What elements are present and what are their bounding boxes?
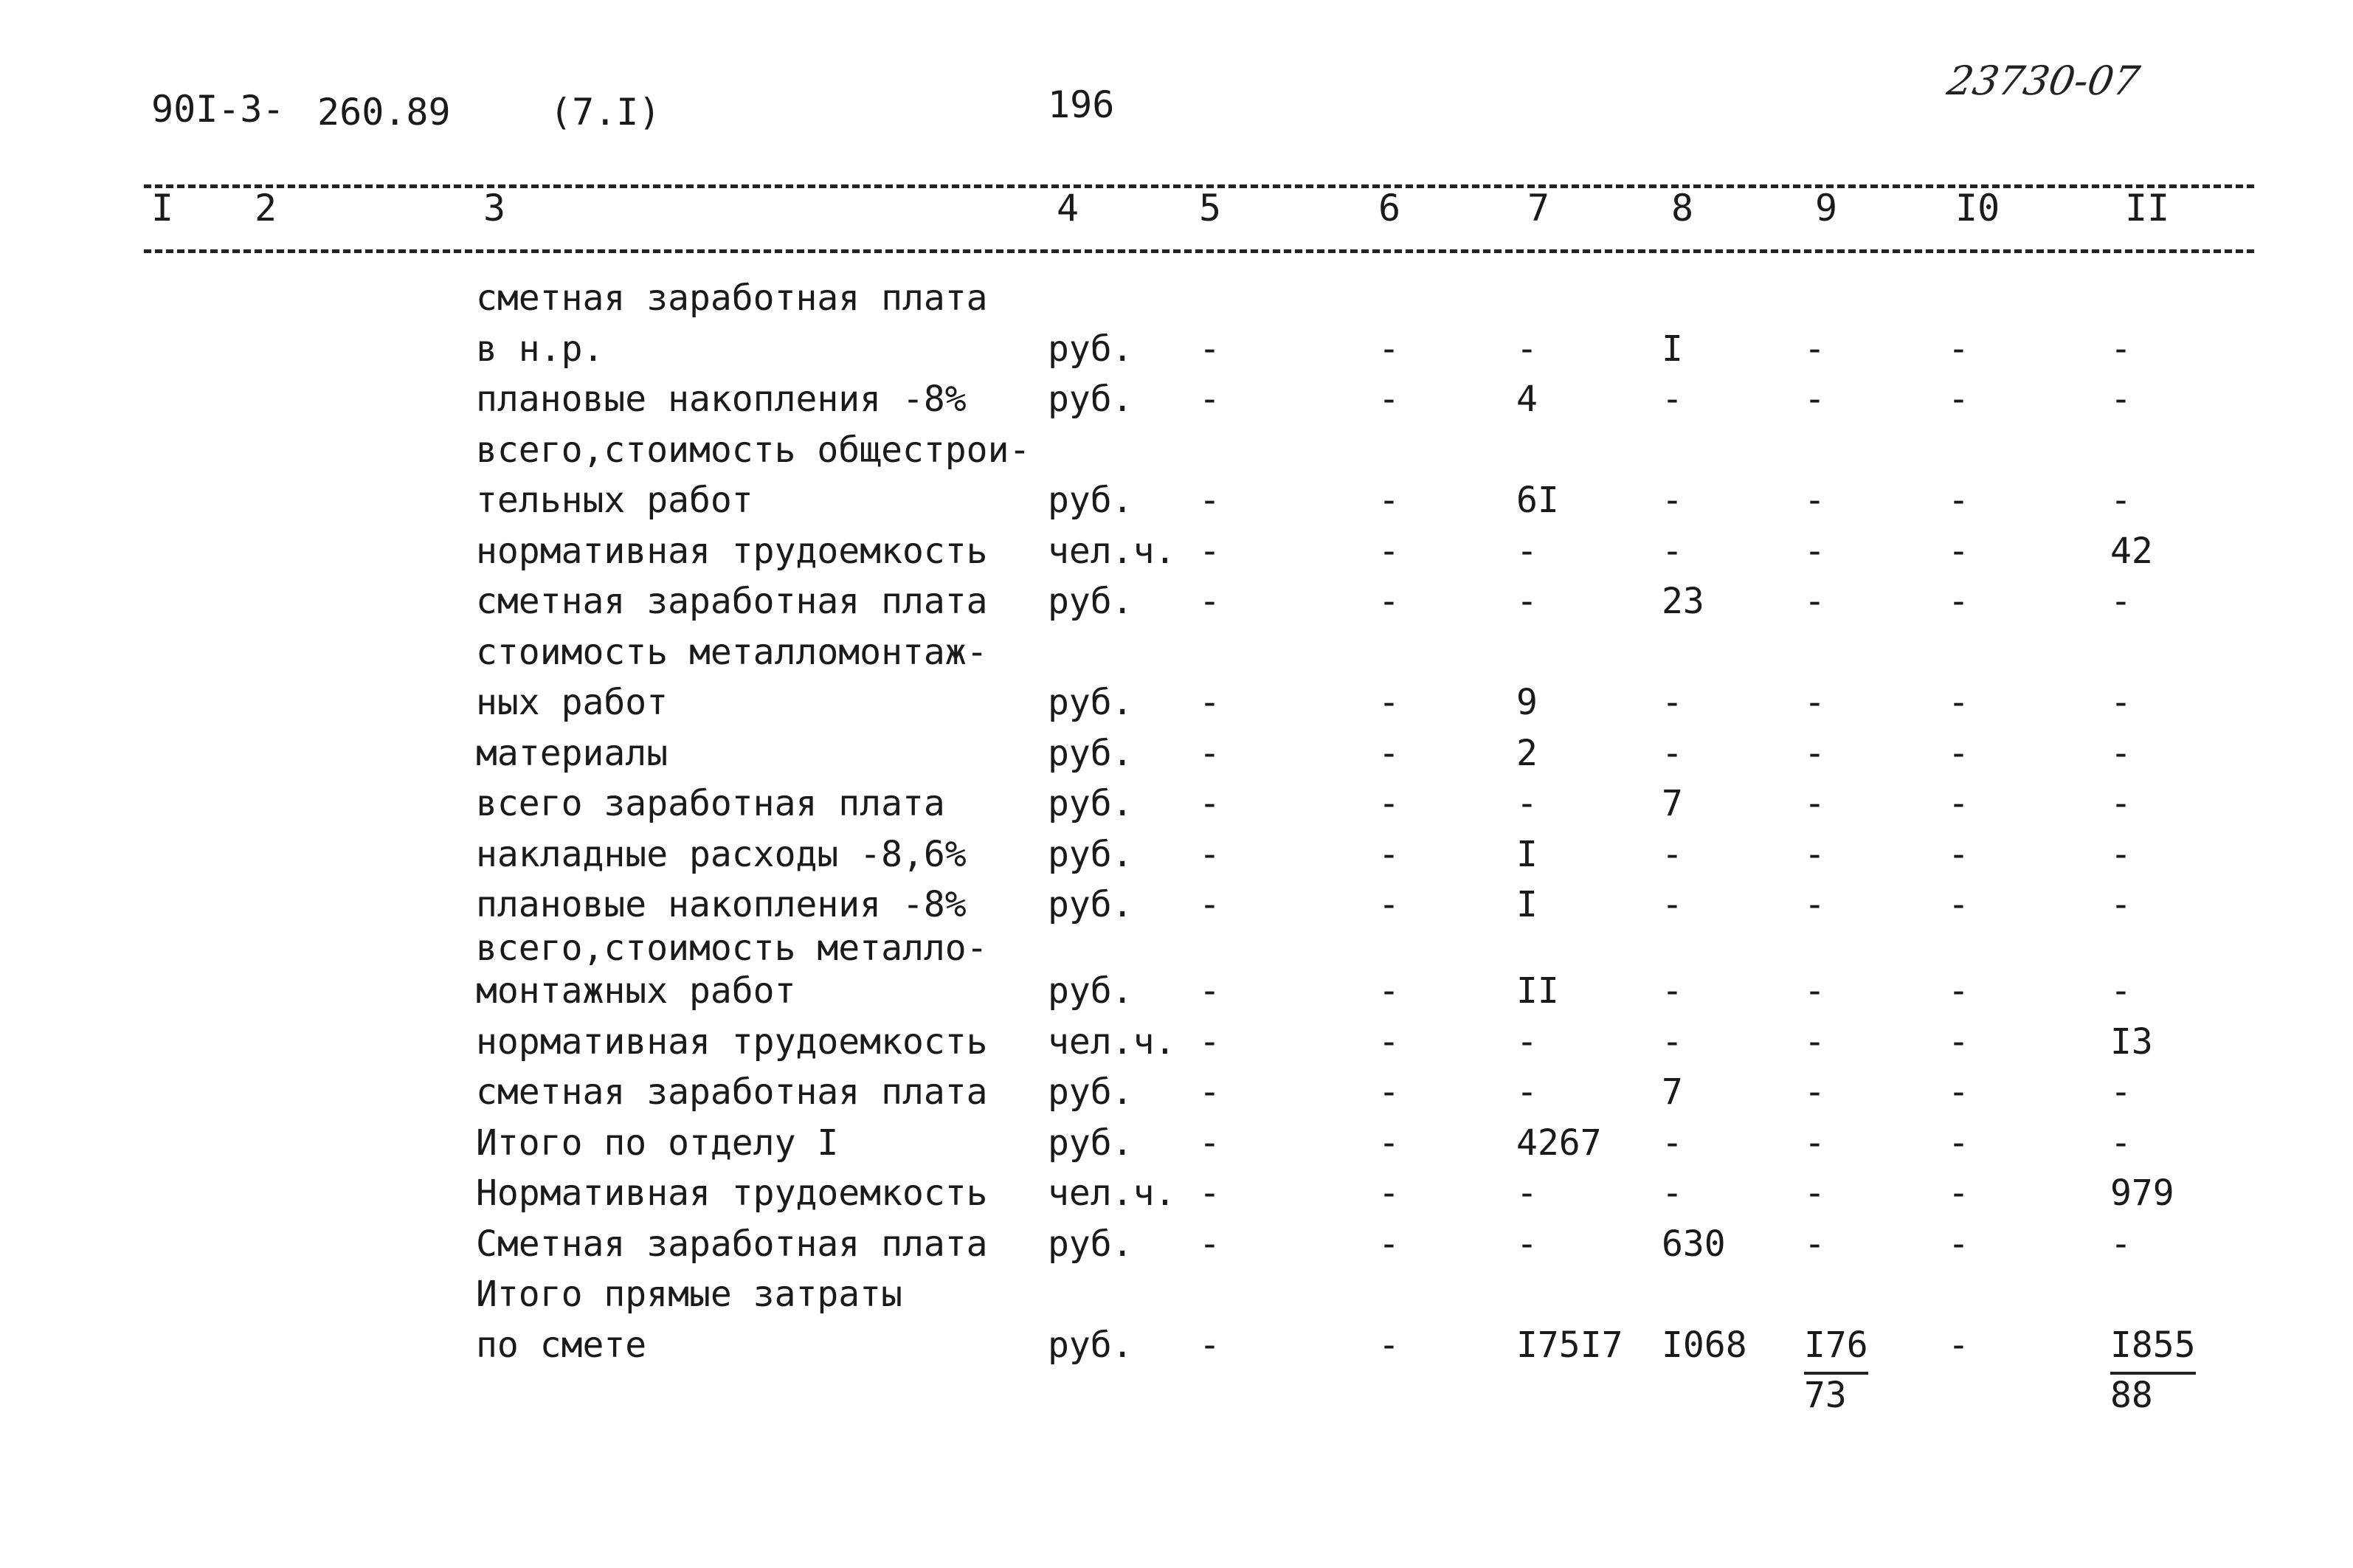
column-header-2: 2 — [255, 187, 277, 229]
cell-c8: 23 — [1662, 581, 1704, 622]
cell-c11: - — [2110, 732, 2132, 774]
cell-c11: - — [2110, 1122, 2132, 1164]
cell-c9: - — [1804, 530, 1825, 572]
cell-c11: I3 — [2110, 1020, 2153, 1063]
cell-c9: - — [1804, 833, 1825, 875]
cell-c10: - — [1948, 379, 1969, 420]
table-row — [0, 1168, 2353, 1218]
cell-unit: руб. — [1048, 1122, 1133, 1164]
cell-desc: всего заработная плата — [476, 783, 945, 824]
cell-c8: - — [1662, 970, 1683, 1012]
cell-c7: 4267 — [1516, 1122, 1602, 1164]
cell-desc: всего,стоимость металло- — [476, 927, 988, 969]
cell-c9: - — [1804, 732, 1825, 774]
column-header-1: I — [151, 187, 174, 229]
cell-c6: - — [1378, 833, 1400, 875]
cell-c8: - — [1662, 530, 1683, 572]
cell-c7: I — [1516, 833, 1538, 875]
cell-desc: по смете — [476, 1324, 647, 1366]
table-row — [0, 475, 2353, 525]
cell-c7: I75I7 — [1516, 1324, 1623, 1366]
cell-c8: I068 — [1662, 1324, 1747, 1366]
cell-c11: - — [2110, 328, 2132, 370]
cell-c10: - — [1948, 833, 1969, 875]
cell-c11: - — [2110, 1223, 2132, 1265]
cell-c7: - — [1516, 530, 1538, 572]
cell-c9: - — [1804, 1223, 1825, 1265]
cell-c6: - — [1378, 1020, 1400, 1063]
cell-unit: руб. — [1048, 1324, 1133, 1366]
cell-c6: - — [1378, 328, 1400, 370]
cell-c7: I — [1516, 884, 1538, 925]
cell-c9: - — [1804, 884, 1825, 925]
cell-c7: - — [1516, 1172, 1538, 1214]
cell-unit: руб. — [1048, 581, 1133, 622]
table-row — [0, 778, 2353, 829]
table-row — [0, 829, 2353, 880]
cell-c7: II — [1516, 970, 1559, 1012]
cell-c11: - — [2110, 884, 2132, 925]
cell-desc: Сметная заработная плата — [476, 1223, 988, 1265]
cell-c11: - — [2110, 1071, 2132, 1113]
cell-c9: I76 — [1804, 1320, 1868, 1375]
cell-unit: руб. — [1048, 1223, 1133, 1265]
cell-c8: 630 — [1662, 1223, 1726, 1265]
column-header-4: 4 — [1057, 187, 1079, 229]
cell-c6: - — [1378, 1223, 1400, 1265]
cell-c8: 7 — [1662, 1071, 1683, 1113]
cell-c11: 42 — [2110, 530, 2153, 572]
cell-c5: - — [1199, 1020, 1220, 1063]
handwritten-stamp: 23730-07 — [1943, 58, 2143, 104]
cell-c8: - — [1662, 480, 1683, 521]
cell-c10: - — [1948, 682, 1969, 723]
cell-desc: сметная заработная плата — [476, 277, 988, 319]
cell-c11: - — [2110, 682, 2132, 723]
cell-desc: стоимость металломонтаж- — [476, 631, 988, 673]
cell-unit: руб. — [1048, 970, 1133, 1012]
cell-c6: - — [1378, 379, 1400, 420]
table-row — [0, 627, 2353, 677]
cell-desc: сметная заработная плата — [476, 581, 988, 622]
cell-unit: руб. — [1048, 884, 1133, 925]
cell-c9: - — [1804, 1071, 1825, 1113]
column-header-5: 5 — [1199, 187, 1222, 229]
column-header-3: 3 — [483, 187, 506, 229]
cell-c10: - — [1948, 884, 1969, 925]
cell-c5: - — [1199, 1122, 1220, 1164]
cell-c8: 7 — [1662, 783, 1683, 824]
table-row — [0, 526, 2353, 576]
cell-c10: - — [1948, 732, 1969, 774]
cell-c8: - — [1662, 1172, 1683, 1214]
cell-c11: - — [2110, 581, 2132, 622]
cell-c8: - — [1662, 1122, 1683, 1164]
cell-c6: - — [1378, 682, 1400, 723]
cell-c8: - — [1662, 1020, 1683, 1063]
cell-c9: - — [1804, 1122, 1825, 1164]
cell-c11: - — [2110, 480, 2132, 521]
cell-unit: руб. — [1048, 480, 1133, 521]
table-row — [0, 1067, 2353, 1117]
cell-c11: - — [2110, 379, 2132, 420]
cell-desc: Нормативная трудоемкость — [476, 1172, 988, 1214]
cell-c7: - — [1516, 1223, 1538, 1265]
table-row — [0, 1269, 2353, 1319]
column-header-11: II — [2125, 187, 2170, 229]
table-row — [0, 1320, 2353, 1370]
cell-c5: - — [1199, 1223, 1220, 1265]
cell-c5: - — [1199, 530, 1220, 572]
cell-unit: чел.ч. — [1048, 530, 1176, 572]
cell-c7: - — [1516, 581, 1538, 622]
cell-c10: - — [1948, 1122, 1969, 1164]
table-row — [0, 677, 2353, 728]
cell-unit: руб. — [1048, 682, 1133, 723]
cell-c8: - — [1662, 732, 1683, 774]
table-row — [0, 966, 2353, 1016]
cell-c10: - — [1948, 581, 1969, 622]
header-bottom-dashed-rule — [144, 249, 2254, 253]
table-row — [0, 728, 2353, 778]
cell-c9: 73 — [1804, 1375, 1847, 1416]
cell-c10: - — [1948, 1071, 1969, 1113]
cell-c5: - — [1199, 581, 1220, 622]
cell-c5: - — [1199, 970, 1220, 1012]
column-header-6: 6 — [1378, 187, 1401, 229]
cell-c8: I — [1662, 328, 1683, 370]
cell-desc: Итого прямые затраты — [476, 1274, 902, 1315]
table-row — [0, 425, 2353, 475]
cell-c7: 9 — [1516, 682, 1538, 723]
cell-c7: - — [1516, 1071, 1538, 1113]
cell-c10: - — [1948, 1020, 1969, 1063]
cell-c6: - — [1378, 884, 1400, 925]
cell-c5: - — [1199, 682, 1220, 723]
cell-unit: руб. — [1048, 833, 1133, 875]
cell-unit: руб. — [1048, 732, 1133, 774]
cell-c9: - — [1804, 581, 1825, 622]
doc-code: 90I-3- — [151, 88, 285, 131]
cell-c5: - — [1199, 1071, 1220, 1113]
column-header-7: 7 — [1527, 187, 1550, 229]
cell-desc: сметная заработная плата — [476, 1071, 988, 1113]
cell-unit: руб. — [1048, 783, 1133, 824]
column-header-8: 8 — [1671, 187, 1694, 229]
cell-desc: всего,стоимость общестрои- — [476, 429, 1031, 471]
table-row — [0, 324, 2353, 374]
cell-c10: - — [1948, 1223, 1969, 1265]
cell-c10: - — [1948, 328, 1969, 370]
cell-c9: - — [1804, 328, 1825, 370]
cell-c8: - — [1662, 379, 1683, 420]
column-header-10: I0 — [1955, 187, 2000, 229]
cell-c9: - — [1804, 1020, 1825, 1063]
cell-c9: - — [1804, 1172, 1825, 1214]
table-row — [0, 1219, 2353, 1269]
cell-c10: - — [1948, 530, 1969, 572]
cell-c7: 6I — [1516, 480, 1559, 521]
cell-c6: - — [1378, 530, 1400, 572]
cell-c5: - — [1199, 1172, 1220, 1214]
cell-unit: руб. — [1048, 1071, 1133, 1113]
table-row — [0, 1370, 2353, 1420]
column-header-9: 9 — [1815, 187, 1838, 229]
cell-desc: нормативная трудоемкость — [476, 1020, 988, 1063]
cell-c5: - — [1199, 833, 1220, 875]
cell-c11: - — [2110, 970, 2132, 1012]
cell-c8: - — [1662, 884, 1683, 925]
cell-c10: - — [1948, 970, 1969, 1012]
cell-c11: - — [2110, 783, 2132, 824]
cell-c5: - — [1199, 884, 1220, 925]
cell-c11: 979 — [2110, 1172, 2174, 1214]
cell-desc: монтажных работ — [476, 970, 796, 1012]
cell-desc: плановые накопления -8% — [476, 379, 967, 420]
cell-c11: - — [2110, 833, 2132, 875]
cell-unit: чел.ч. — [1048, 1172, 1176, 1214]
cell-c5: - — [1199, 480, 1220, 521]
section-number: (7.I) — [550, 91, 661, 134]
cell-c8: - — [1662, 833, 1683, 875]
cell-c9: - — [1804, 970, 1825, 1012]
cell-c5: - — [1199, 783, 1220, 824]
cell-unit: руб. — [1048, 379, 1133, 420]
cell-desc: в н.р. — [476, 328, 604, 370]
cell-c5: - — [1199, 732, 1220, 774]
cell-c10: - — [1948, 480, 1969, 521]
cell-c6: - — [1378, 1071, 1400, 1113]
table-row — [0, 1017, 2353, 1067]
cell-c6: - — [1378, 1122, 1400, 1164]
cell-c7: - — [1516, 1020, 1538, 1063]
cell-desc: тельных работ — [476, 480, 753, 521]
doc-number: 260.89 — [317, 91, 451, 134]
cell-c6: - — [1378, 480, 1400, 521]
cell-c10: - — [1948, 1172, 1969, 1214]
cell-c9: - — [1804, 682, 1825, 723]
table-row — [0, 273, 2353, 323]
cell-desc: ных работ — [476, 682, 668, 723]
cell-desc: накладные расходы -8,6% — [476, 833, 967, 875]
cell-c10: - — [1948, 783, 1969, 824]
cell-c10: - — [1948, 1324, 1969, 1366]
cell-unit: чел.ч. — [1048, 1020, 1176, 1063]
cell-c11: 88 — [2110, 1375, 2153, 1416]
cell-c6: - — [1378, 732, 1400, 774]
table-row — [0, 374, 2353, 424]
cell-c11: I855 — [2110, 1320, 2196, 1375]
cell-c9: - — [1804, 379, 1825, 420]
cell-c6: - — [1378, 970, 1400, 1012]
table-row — [0, 576, 2353, 626]
cell-c6: - — [1378, 1172, 1400, 1214]
cell-c8: - — [1662, 682, 1683, 723]
cell-c6: - — [1378, 1324, 1400, 1366]
cell-desc: материалы — [476, 732, 668, 774]
cell-c6: - — [1378, 783, 1400, 824]
cell-desc: плановые накопления -8% — [476, 884, 967, 925]
page-number: 196 — [1048, 83, 1115, 126]
cell-c7: 4 — [1516, 379, 1538, 420]
cell-c5: - — [1199, 379, 1220, 420]
cell-c9: - — [1804, 783, 1825, 824]
cell-c7: - — [1516, 328, 1538, 370]
cell-c5: - — [1199, 328, 1220, 370]
cell-desc: нормативная трудоемкость — [476, 530, 988, 572]
cell-c7: - — [1516, 783, 1538, 824]
cell-desc: Итого по отделу I — [476, 1122, 839, 1164]
cell-c6: - — [1378, 581, 1400, 622]
cell-c9: - — [1804, 480, 1825, 521]
cell-unit: руб. — [1048, 328, 1133, 370]
table-row — [0, 1118, 2353, 1168]
cell-c5: - — [1199, 1324, 1220, 1366]
cell-c7: 2 — [1516, 732, 1538, 774]
